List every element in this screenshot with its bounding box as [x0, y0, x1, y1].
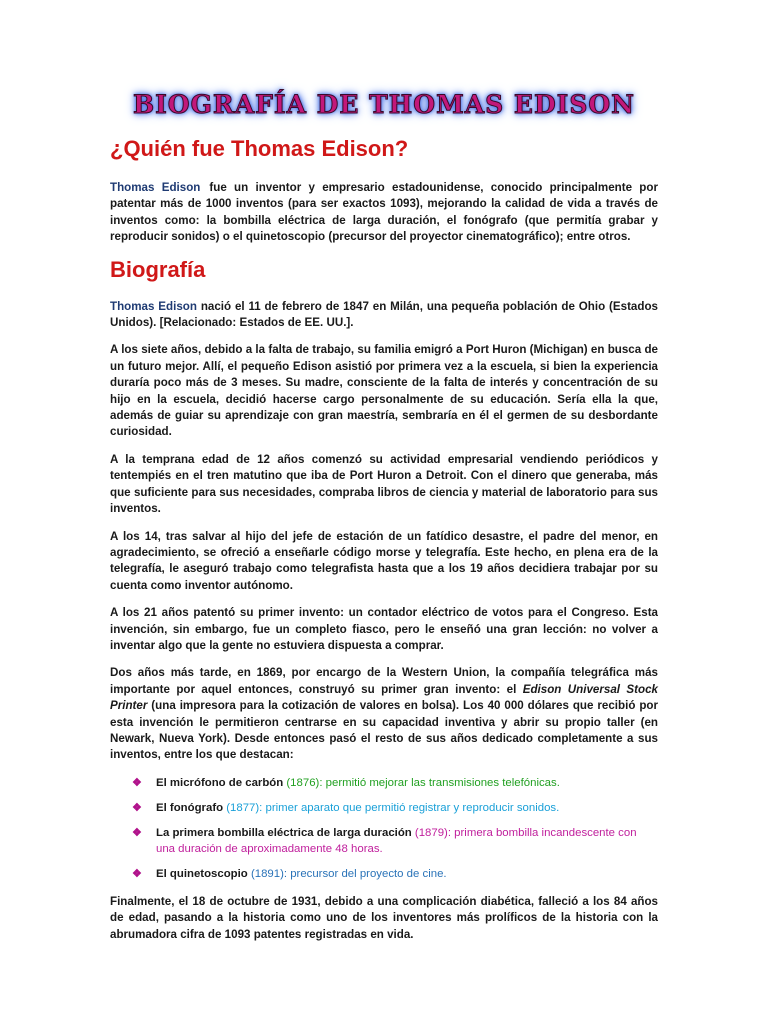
banner-title	[110, 90, 658, 132]
stock-printer-italic: Edison Universal Stock Printer	[110, 682, 658, 713]
banner-title-text: BIOGRAFÍA DE THOMAS EDISON	[132, 90, 636, 119]
paragraph-early-business: A la temprana edad de 12 años comenzó su actividad empresarial vendiendo periódicos y tentempiés en el tren matutino que iba de Port Huron a Detroit. Con el dinero que generaba, más que suficiente para sus necesidades, compraba libros de ciencia y material de laboratorio para sus inventos.	[110, 452, 658, 516]
paragraph-childhood: A los siete años, debido a la falta de trabajo, su familia emigró a Port Huron (Michigan) en busca de un futuro mejor. Allí, el pequeño Edison asistió por primera vez a la escuela, si bien la experiencia duraría poco más de 3 meses. Su madre, consciente de la falta de interés y concentración de su hijo en la escuela, decidió hacerse cargo personalmente de su educación. Sería ella la que, además de guiar su aprendizaje con gran maestría, sembraría en él el germen de su desbordante curiosidad.	[110, 343, 658, 439]
paragraph-birth-text: nació el 11 de febrero de 1847 en Milán, una pequeña población de Ohio (Estados Unidos). [Relacionado: Estados de EE. UU.].	[110, 299, 658, 330]
list-item: ❖ El quinetoscopio (1891): precursor del proyecto de cine.	[132, 867, 447, 880]
diamond-bullet-icon: ❖	[132, 867, 142, 880]
paragraph-western-union: Dos años más tarde, en 1869, por encargo de la Western Union, la compañía telegráfica más importante por aquel entonces, construyó su primer gran invento: el Edison Universal Stock Printer (una impresora para la cotización de valores en bolsa). Los 40 000 dólares que recibió por esta invención le permitieron centrarse en su capacidad inventiva y abrir su propio taller (en Newark, Nueva York). Desde entonces pasó el resto de sus años dedicado completamente a sus inventos, entre los que destacan:	[110, 666, 658, 762]
inventions-list	[110, 775, 658, 882]
paragraph-death: Finalmente, el 18 de octubre de 1931, debido a una complicación diabética, falleció a los 84 años de edad, pasando a la historia como uno de los inventores más prolíficos de la historia con la abrumadora cifra de 1093 patentes registradas en vida.	[110, 894, 658, 941]
diamond-bullet-icon: ❖	[132, 801, 142, 814]
paragraph-intro-text: fue un inventor y empresario estadounidense, conocido principalmente por patentar más de 1000 inventos (para ser exactos 1093), mejorando la calidad de vida a través de inventos como: la bombilla eléctrica de larga duración, el fonógrafo (que permitía grabar y reproducir sonidos) o el quinetoscopio (precursor del proyector cinematográfico); entre otros.	[110, 181, 658, 244]
paragraph-first-invention: A los 21 años patentó su primer invento: un contador eléctrico de votos para el Congreso. Esta invención, sin embargo, fue un completo fiasco, pero le enseñó una gran lección: no volver a inventar algo que la gente no estuviera dispuesta a comprar.	[110, 606, 658, 652]
paragraph-birth	[110, 299, 658, 332]
heading-biografia: Biografía	[110, 256, 206, 282]
diamond-bullet-icon: ❖	[132, 826, 142, 839]
paragraph-intro	[110, 180, 658, 246]
diamond-bullet-icon: ❖	[132, 776, 142, 789]
name-thomas-edison: Thomas Edison	[110, 299, 197, 313]
document-page	[110, 90, 658, 954]
paragraph-telegraphy: A los 14, tras salvar al hijo del jefe de estación de un fatídico desastre, el padre del menor, en agradecimiento, se ofreció a enseñarle código morse y telegrafía. Este hecho, en plena era de la telegrafía, le aseguró trabajo como telegrafista hasta que a los 19 años decidiera trabajar por su cuenta como inventor autónomo.	[110, 529, 658, 592]
list-item: ❖ El fonógrafo (1877): primer aparato que permitió registrar y reproducir sonidos.	[132, 801, 560, 814]
name-thomas-edison: Thomas Edison	[110, 181, 201, 194]
list-item: ❖ El micrófono de carbón (1876): permitió mejorar las transmisiones telefónicas.	[132, 776, 560, 789]
heading-quien: ¿Quién fue Thomas Edison?	[110, 136, 409, 161]
list-item: ❖ La primera bombilla eléctrica de larga duración (1879): primera bombilla incandescente con una duración de aproximadamente 48 horas.	[132, 826, 637, 855]
